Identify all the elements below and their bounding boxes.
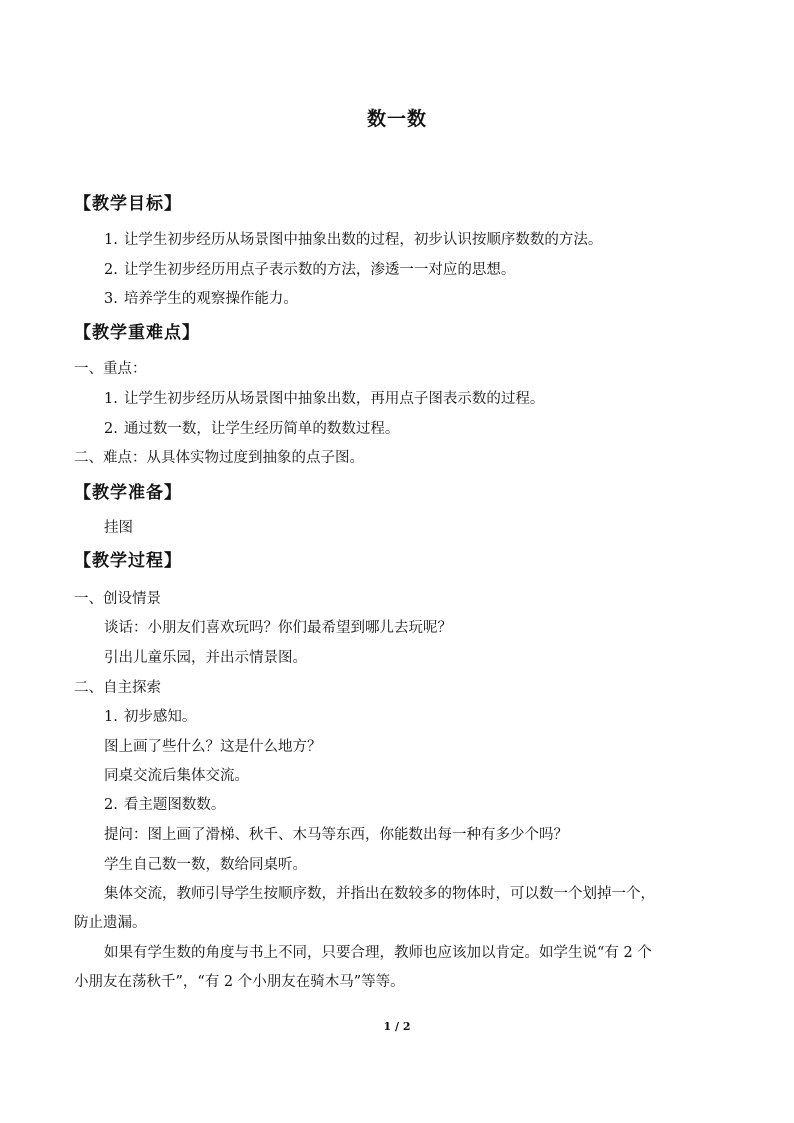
goal-item-text: 培养学生的观察操作能力。 [123,291,298,307]
paragraph-1-line-2: 防止遗漏。 [74,915,147,931]
section-heading-process: 【教学过程】 [74,551,182,571]
step1-line-1: 图上画了些什么？这是什么地方？ [104,739,322,755]
goal-item-3 [104,289,298,309]
step2-line-2: 学生自己数一数，数给同桌听。 [104,857,307,873]
step-number: 2. [104,797,118,813]
part1-line-1: 谈话：小朋友们喜欢玩吗？你们最希望到哪儿去玩呢？ [104,620,452,636]
step1-heading [104,707,196,727]
goal-item-number: 1. [104,232,118,248]
section-heading-key-points: 【教学重难点】 [74,323,200,343]
focus-heading: 一、重点： [74,361,147,377]
goal-item-number: 2. [104,262,118,278]
goal-item-text: 让学生初步经历从场景图中抽象出数的过程，初步认识按顺序数数的方法。 [123,232,603,248]
goal-item-1 [104,230,602,250]
part1-heading: 一、创设情景 [74,591,161,607]
page-number: 1 / 2 [383,1020,411,1033]
step2-heading [104,795,225,815]
document-title: 数一数 [366,108,427,130]
focus-item-number: 2. [104,421,118,437]
section-heading-goals: 【教学目标】 [74,194,182,214]
step1-line-2: 同桌交流后集体交流。 [104,768,249,784]
goal-item-number: 3. [104,291,118,307]
preparation-text: 挂图 [104,520,133,536]
paragraph-2-line-1: 如果有学生数的角度与书上不同，只要合理，教师也应该加以肯定。如学生说“有 2 个 [104,945,652,961]
step2-line-1: 提问：图上画了滑梯、秋千、木马等东西，你能数出每一种有多少个吗？ [104,827,568,843]
part1-line-2: 引出儿童乐园，并出示情景图。 [104,650,307,666]
step-text: 看主题图数数。 [123,797,226,813]
difficulty-line: 二、难点：从具体实物过度到抽象的点子图。 [74,450,364,466]
focus-item-1 [104,389,544,409]
paragraph-2-line-2: 小朋友在荡秋千”，“有 2 个小朋友在骑木马”等等。 [74,974,405,990]
focus-item-number: 1. [104,391,118,407]
focus-item-2 [104,419,399,439]
step-text: 初步感知。 [123,709,197,725]
part2-heading: 二、自主探索 [74,680,161,696]
goal-item-2 [104,260,515,280]
goal-item-text: 让学生初步经历用点子表示数的方法，渗透一一对应的思想。 [123,262,516,278]
paragraph-1-line-1: 集体交流，教师引导学生按顺序数，并指出在数较多的物体时，可以数一个划掉一个， [104,886,655,902]
focus-item-text: 通过数一数，让学生经历简单的数数过程。 [123,421,400,437]
step-number: 1. [104,709,118,725]
focus-item-text: 让学生初步经历从场景图中抽象出数，再用点子图表示数的过程。 [123,391,545,407]
section-heading-preparation: 【教学准备】 [74,483,182,503]
